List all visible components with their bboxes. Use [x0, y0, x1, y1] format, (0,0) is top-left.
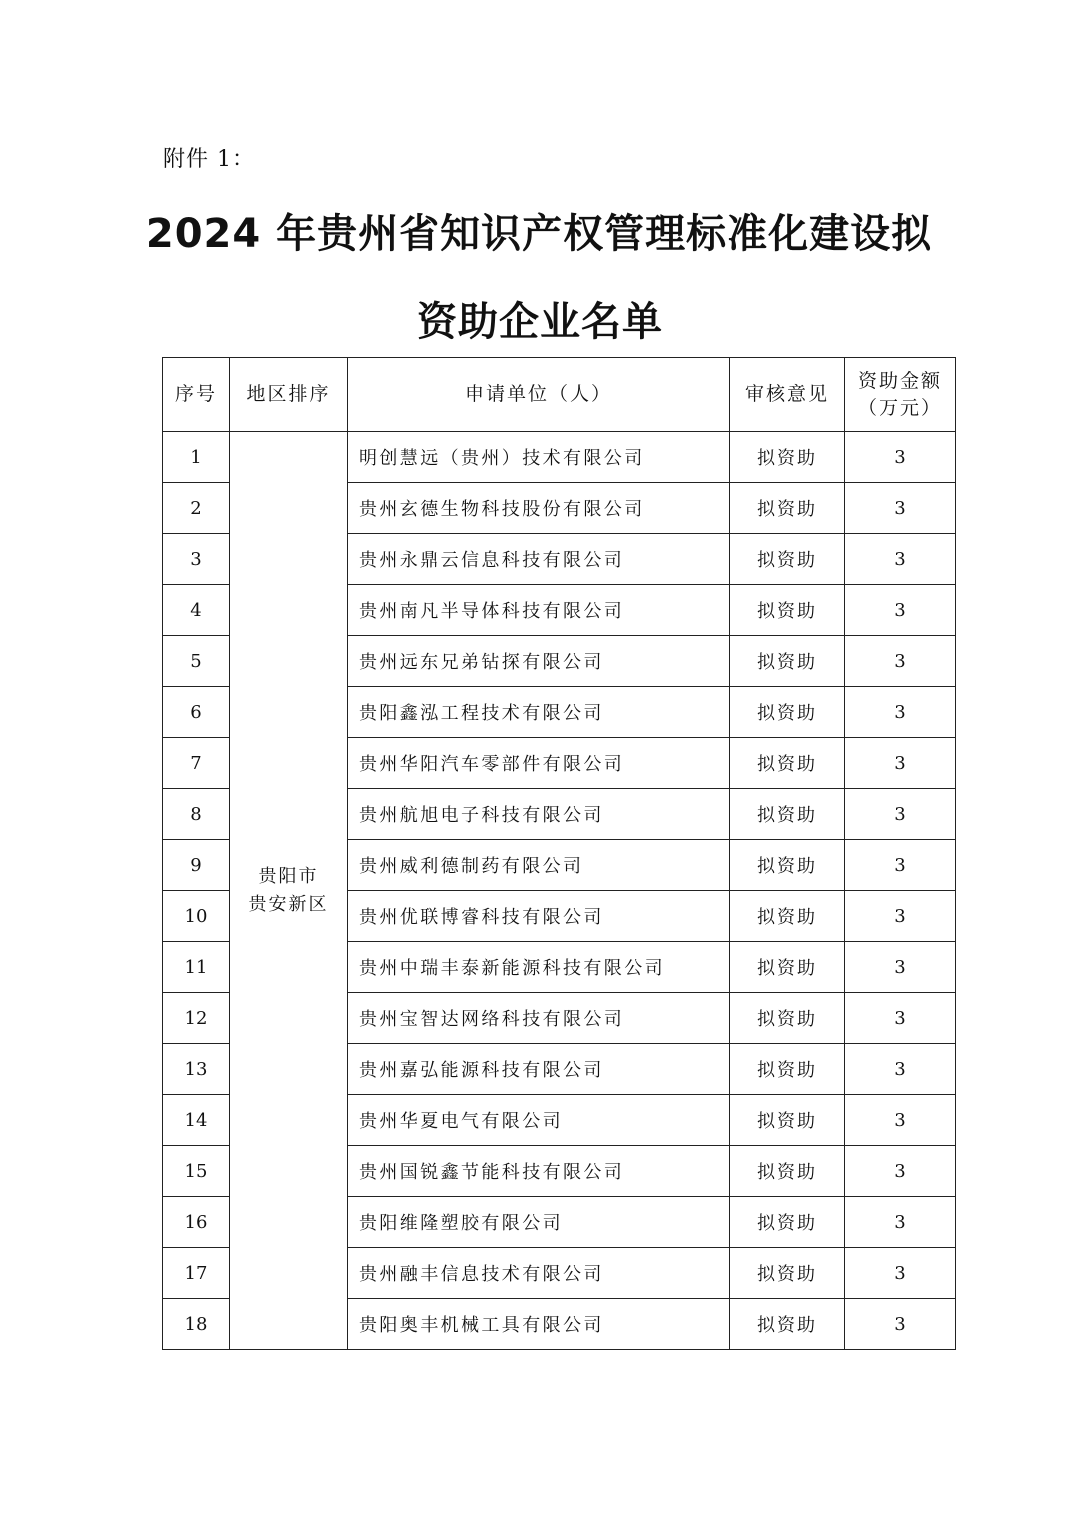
row-amount: 3	[845, 1146, 956, 1197]
header-amount-line2: （万元）	[857, 396, 942, 419]
row-amount: 3	[845, 1248, 956, 1299]
row-opinion: 拟资助	[730, 942, 845, 993]
row-applicant: 贵州永鼎云信息科技有限公司	[348, 534, 730, 585]
row-applicant: 明创慧远（贵州）技术有限公司	[348, 432, 730, 483]
row-amount: 3	[845, 789, 956, 840]
row-index: 15	[163, 1146, 230, 1197]
region-line2: 贵安新区	[248, 893, 329, 915]
row-index: 13	[163, 1044, 230, 1095]
row-index: 2	[163, 483, 230, 534]
row-amount: 3	[845, 738, 956, 789]
row-applicant: 贵州融丰信息技术有限公司	[348, 1248, 730, 1299]
row-index: 6	[163, 687, 230, 738]
row-applicant: 贵州嘉弘能源科技有限公司	[348, 1044, 730, 1095]
row-opinion: 拟资助	[730, 1044, 845, 1095]
row-opinion: 拟资助	[730, 993, 845, 1044]
row-index: 8	[163, 789, 230, 840]
row-amount: 3	[845, 585, 956, 636]
row-opinion: 拟资助	[730, 1095, 845, 1146]
row-opinion: 拟资助	[730, 1248, 845, 1299]
row-applicant: 贵州威利德制药有限公司	[348, 840, 730, 891]
row-applicant: 贵阳鑫泓工程技术有限公司	[348, 687, 730, 738]
header-opinion: 审核意见	[730, 358, 845, 432]
region-line1: 贵阳市	[258, 865, 319, 887]
row-applicant: 贵州中瑞丰泰新能源科技有限公司	[348, 942, 730, 993]
row-applicant: 贵州优联博睿科技有限公司	[348, 891, 730, 942]
row-index: 4	[163, 585, 230, 636]
row-opinion: 拟资助	[730, 432, 845, 483]
row-amount: 3	[845, 1299, 956, 1350]
subsidy-table	[162, 357, 956, 1350]
header-index: 序号	[163, 358, 230, 432]
row-index: 17	[163, 1248, 230, 1299]
row-index: 5	[163, 636, 230, 687]
row-index: 18	[163, 1299, 230, 1350]
table-header-row	[163, 358, 956, 432]
row-amount: 3	[845, 840, 956, 891]
row-applicant: 贵阳维隆塑胶有限公司	[348, 1197, 730, 1248]
header-amount	[845, 358, 956, 432]
row-applicant: 贵州华夏电气有限公司	[348, 1095, 730, 1146]
row-applicant: 贵阳奥丰机械工具有限公司	[348, 1299, 730, 1350]
row-index: 7	[163, 738, 230, 789]
row-index: 16	[163, 1197, 230, 1248]
row-opinion: 拟资助	[730, 687, 845, 738]
row-applicant: 贵州国锐鑫节能科技有限公司	[348, 1146, 730, 1197]
row-index: 1	[163, 432, 230, 483]
row-applicant: 贵州玄德生物科技股份有限公司	[348, 483, 730, 534]
row-opinion: 拟资助	[730, 1299, 845, 1350]
document-title-line1: 2024 年贵州省知识产权管理标准化建设拟	[145, 211, 933, 257]
header-amount-line1: 资助金额	[857, 369, 942, 392]
row-opinion: 拟资助	[730, 891, 845, 942]
row-opinion: 拟资助	[730, 789, 845, 840]
row-amount: 3	[845, 1095, 956, 1146]
row-amount: 3	[845, 534, 956, 585]
region-cell	[230, 432, 348, 1350]
table-row	[163, 432, 956, 483]
row-applicant: 贵州航旭电子科技有限公司	[348, 789, 730, 840]
row-index: 11	[163, 942, 230, 993]
row-amount: 3	[845, 483, 956, 534]
row-amount: 3	[845, 636, 956, 687]
row-applicant: 贵州远东兄弟钻探有限公司	[348, 636, 730, 687]
row-index: 3	[163, 534, 230, 585]
row-index: 14	[163, 1095, 230, 1146]
row-amount: 3	[845, 891, 956, 942]
row-index: 12	[163, 993, 230, 1044]
row-opinion: 拟资助	[730, 1146, 845, 1197]
row-amount: 3	[845, 432, 956, 483]
row-amount: 3	[845, 687, 956, 738]
row-index: 10	[163, 891, 230, 942]
row-amount: 3	[845, 942, 956, 993]
header-region: 地区排序	[230, 358, 348, 432]
row-amount: 3	[845, 1197, 956, 1248]
row-applicant: 贵州华阳汽车零部件有限公司	[348, 738, 730, 789]
row-opinion: 拟资助	[730, 636, 845, 687]
row-opinion: 拟资助	[730, 483, 845, 534]
row-index: 9	[163, 840, 230, 891]
row-opinion: 拟资助	[730, 840, 845, 891]
row-applicant: 贵州南凡半导体科技有限公司	[348, 585, 730, 636]
row-applicant: 贵州宝智达网络科技有限公司	[348, 993, 730, 1044]
attachment-label: 附件 1：	[163, 147, 255, 172]
row-amount: 3	[845, 993, 956, 1044]
row-opinion: 拟资助	[730, 534, 845, 585]
row-amount: 3	[845, 1044, 956, 1095]
row-opinion: 拟资助	[730, 1197, 845, 1248]
row-opinion: 拟资助	[730, 585, 845, 636]
row-opinion: 拟资助	[730, 738, 845, 789]
header-applicant: 申请单位（人）	[348, 358, 730, 432]
document-title-line2: 资助企业名单	[417, 299, 663, 345]
table-body	[163, 432, 956, 1350]
